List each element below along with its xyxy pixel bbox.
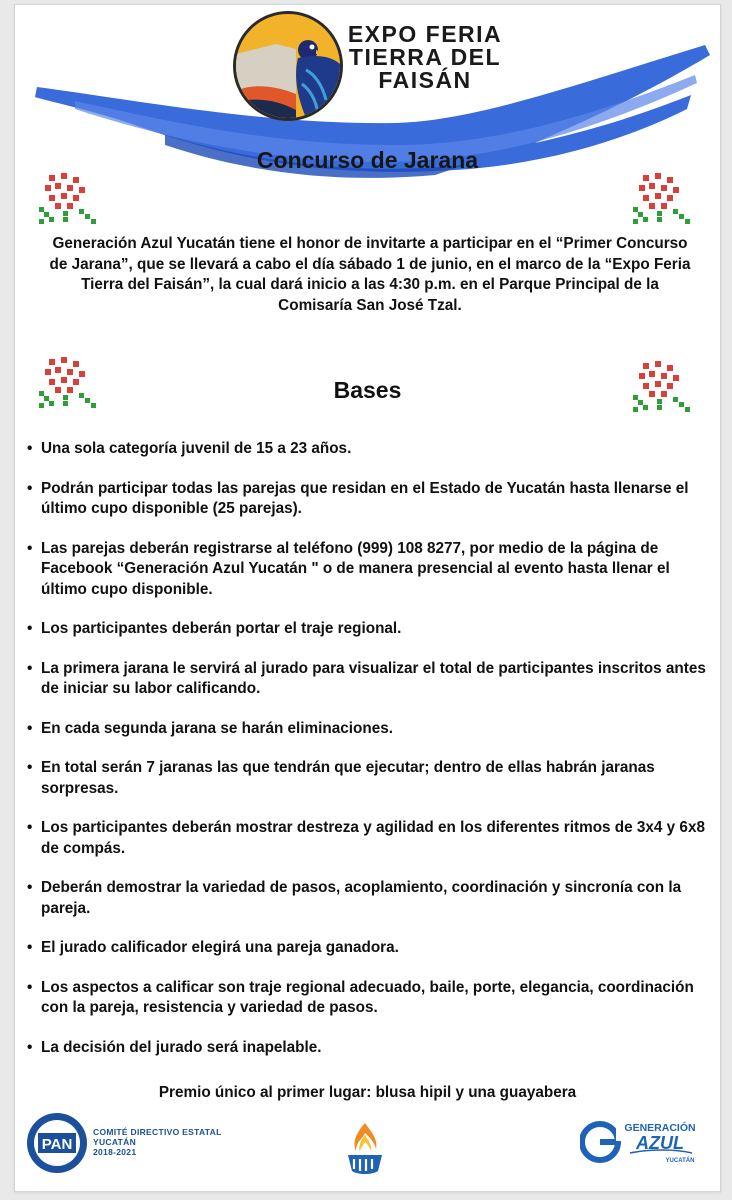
intro-paragraph: Generación Azul Yucatán tiene el honor de invitarte a participar en el “Primer Concurso de Jarana”, que se llevará a cabo el día sábado 1 de junio, en el marco de la “Expo Feria Tierra del Faisán”, la cual dará inicio a las 4:30 p.m. en el Parque Principal de la Comisaría San José Tzal.: [49, 235, 691, 314]
header: [15, 5, 720, 185]
expo-title-line1: EXPO FERIA: [347, 21, 503, 47]
generacion-azul-logo-icon: [580, 1117, 698, 1167]
flame-hand-logo-icon: [342, 1121, 388, 1177]
cross-stitch-flower-icon: [35, 171, 99, 231]
cross-stitch-flower-icon: [629, 171, 693, 231]
pan-committee-text: COMITÉ DIRECTIVO ESTATAL YUCATÁN 2018-2021: [93, 1127, 222, 1157]
flyer-page: [14, 4, 721, 1192]
ga-line3: YUCATÁN: [665, 1158, 695, 1164]
expo-title: [340, 23, 510, 92]
pheasant-logo-icon: [233, 11, 343, 121]
contest-title: Concurso de Jarana: [256, 147, 479, 173]
list-item: • En total serán 7 jaranas las que tendrán que ejecutar; dentro de ellas habrán jaranas sorpresas.: [27, 759, 655, 797]
list-item: • La decisión del jurado será inapelable.: [27, 1038, 322, 1056]
ga-line2: AZUL: [636, 1133, 684, 1153]
pan-logo-icon: [27, 1113, 87, 1173]
ga-line1: GENERACIÓN: [624, 1122, 696, 1134]
list-item: • Los aspectos a calificar son traje regional adecuado, baile, porte, elegancia, coordinación con la pareja, resistencia y variedad de pasos.: [27, 978, 694, 1016]
prize-text: Premio único al primer lugar: blusa hipil y una guayabera: [158, 1084, 577, 1101]
list-item: • Las parejas deberán registrarse al teléfono (999) 108 8277, por medio de la página de Facebook “Generación Azul Yucatán " o de manera presencial al evento hasta llenar el último cupo disponible.: [27, 539, 670, 598]
list-item: • El jurado calificador elegirá una pareja ganadora.: [27, 939, 399, 956]
bases-heading: Bases: [333, 377, 402, 403]
list-item: • Deberán demostrar la variedad de pasos, acoplamiento, coordinación y sincronía con la pareja.: [27, 879, 682, 917]
expo-title-line2: TIERRA DEL: [348, 44, 502, 70]
list-item: • Los participantes deberán mostrar destreza y agilidad en los diferentes ritmos de 3x4 y 6x8 de compás.: [27, 819, 705, 857]
list-item: • Los participantes deberán portar el traje regional.: [27, 620, 402, 637]
expo-title-line3: FAISÁN: [378, 67, 472, 93]
list-item: • Podrán participar todas las parejas que residan en el Estado de Yucatán hasta llenarse el último cupo disponible (25 parejas).: [27, 479, 689, 517]
list-item: • En cada segunda jarana se harán eliminaciones.: [27, 719, 393, 737]
list-item: • Una sola categoría juvenil de 15 a 23 años.: [27, 440, 352, 457]
list-item: • La primera jarana le servirá al jurado para visualizar el total de participantes inscritos antes de iniciar su labor calificando.: [27, 659, 706, 697]
pan-logo-text: PAN: [41, 1136, 73, 1153]
bases-list: [25, 439, 715, 1058]
